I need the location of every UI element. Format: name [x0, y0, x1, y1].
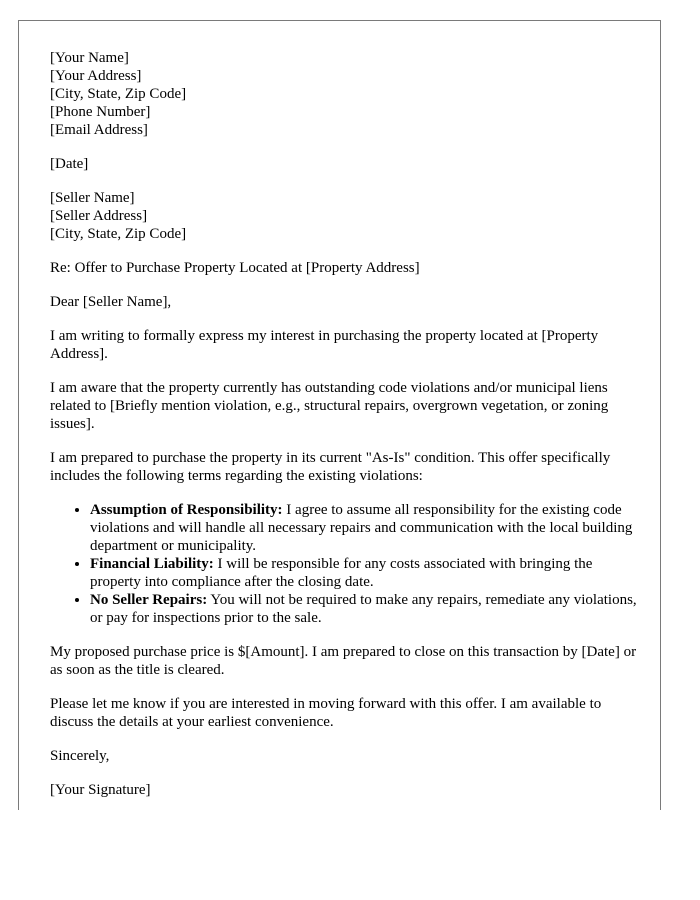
list-item	[90, 555, 640, 591]
sender-block	[50, 49, 640, 139]
terms-intro-paragraph: I am prepared to purchase the property in its current "As-Is" condition. This offer specifically includes the following terms regarding the existing violations:	[50, 450, 611, 484]
terms-list	[50, 501, 640, 627]
recipient-city-state-zip: [City, State, Zip Code]	[50, 226, 187, 242]
violations-paragraph: I am aware that the property currently has outstanding code violations and/or municipal liens related to [Briefly mention violation, e.g., structural repairs, overgrown vegetation, or zoning issues].	[50, 380, 609, 432]
list-item	[90, 591, 640, 627]
letter-page	[18, 20, 661, 810]
list-item	[90, 501, 640, 555]
sender-city-state-zip: [City, State, Zip Code]	[50, 86, 187, 102]
sender-address: [Your Address]	[50, 68, 142, 84]
subject-line: Re: Offer to Purchase Property Located at [Property Address]	[50, 260, 420, 276]
term-title: Financial Liability:	[90, 556, 214, 572]
closing-paragraph: Please let me know if you are interested in moving forward with this offer. I am available to discuss the details at your earliest convenience.	[50, 696, 602, 730]
sender-name: [Your Name]	[50, 50, 129, 66]
letter-date: [Date]	[50, 156, 89, 172]
intro-paragraph: I am writing to formally express my interest in purchasing the property located at [Property Address].	[50, 328, 599, 362]
term-text: You will not be required to make any repairs, remediate any violations, or pay for inspections prior to the sale.	[90, 592, 637, 626]
letter-body	[50, 49, 640, 815]
recipient-address: [Seller Address]	[50, 208, 148, 224]
term-title: Assumption of Responsibility:	[90, 502, 283, 518]
price-paragraph: My proposed purchase price is $[Amount]. I am prepared to close on this transaction by [Date] or as soon as the title is cleared.	[50, 644, 637, 678]
term-text: I will be responsible for any costs associated with bringing the property into compliance after the closing date.	[90, 556, 593, 590]
recipient-block	[50, 189, 640, 243]
sender-email: [Email Address]	[50, 122, 148, 138]
salutation: Dear [Seller Name],	[50, 294, 172, 310]
recipient-name: [Seller Name]	[50, 190, 135, 206]
term-title: No Seller Repairs:	[90, 592, 208, 608]
term-text: I agree to assume all responsibility for the existing code violations and will handle all necessary repairs and communication with the local building department or municipality.	[90, 502, 633, 554]
signoff: Sincerely,	[50, 748, 110, 764]
signature: [Your Signature]	[50, 782, 151, 798]
sender-phone: [Phone Number]	[50, 104, 151, 120]
